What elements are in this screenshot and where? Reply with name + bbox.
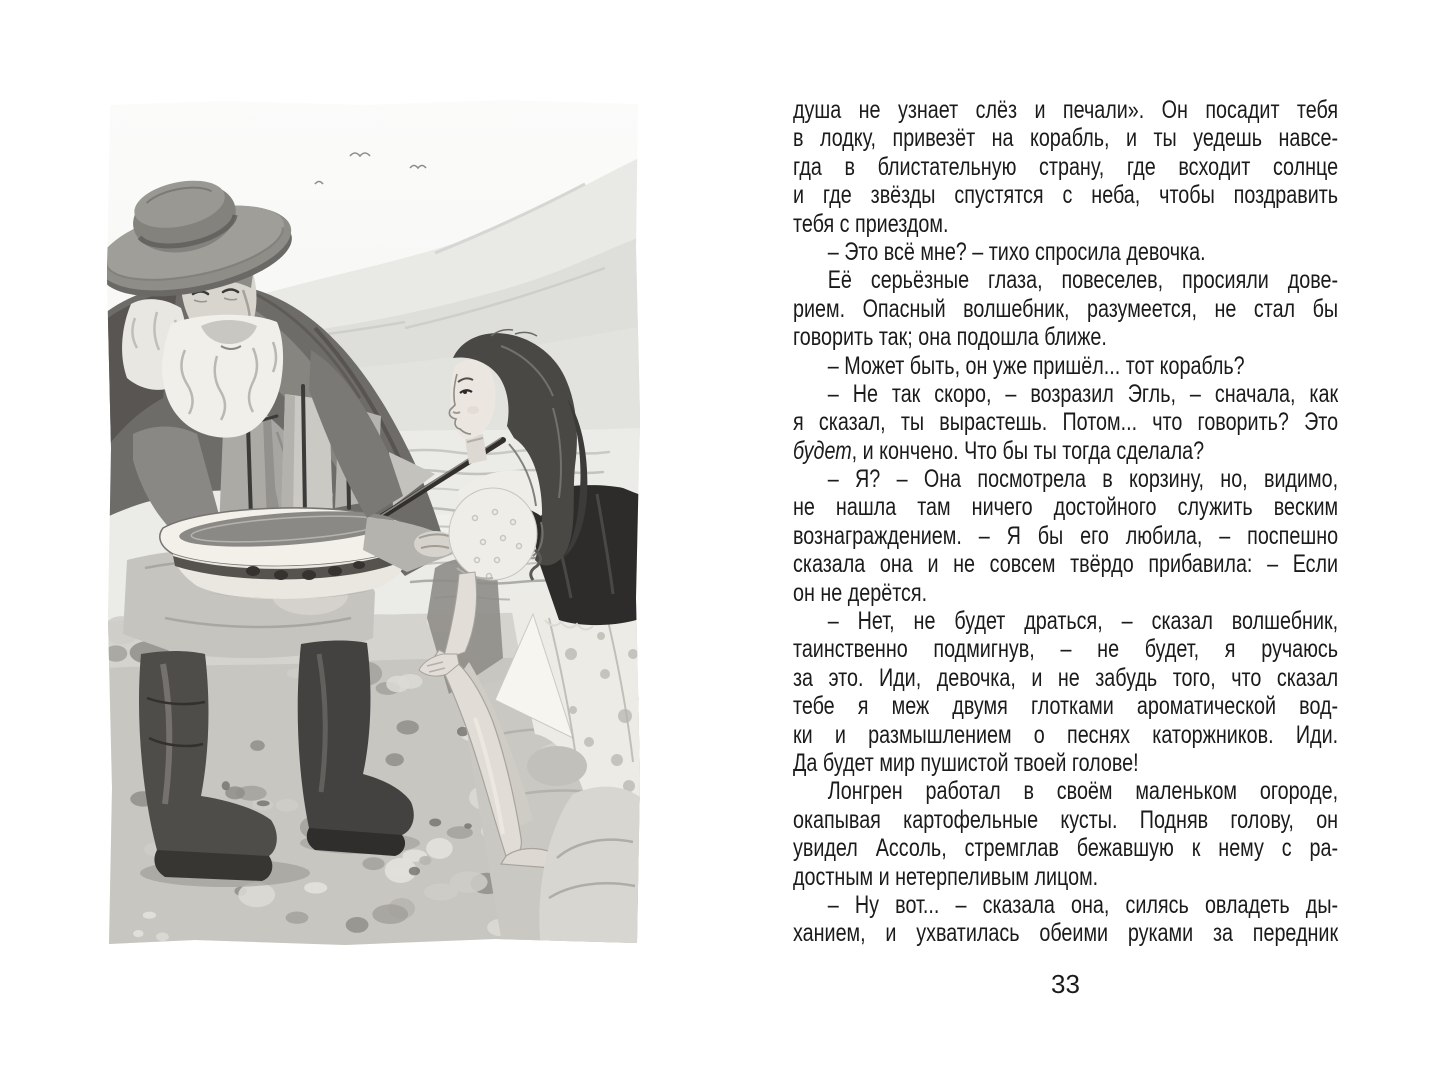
text-line: увидел Ассоль, стремглав бежавшую к нему с ра-	[793, 834, 1339, 863]
text-line: вознаграждением. – Я бы его любила, – поспешно	[793, 521, 1339, 550]
text-line: достным и нетерпеливым лицом.	[793, 862, 1099, 891]
text-line: и где звёзды спустятся с неба, чтобы поздравить	[793, 181, 1339, 210]
text-line: за это. Иди, девочка, и не забудь того, что сказал	[793, 663, 1339, 692]
text-line: Да будет мир пушистой твоей голове!	[793, 748, 1139, 777]
text-line: он не дерётся.	[793, 578, 928, 607]
text-line: – Это всё мне? – тихо спросила девочка.	[827, 237, 1206, 266]
text-line: рием. Опасный волшебник, разумеется, не стал бы	[793, 294, 1339, 323]
text-line: ханием, и ухватилась обеими руками за передник	[793, 919, 1339, 948]
text-line: – Нет, не будет драться, – сказал волшебник,	[827, 607, 1339, 636]
text-line: гда в блистательную страну, где всходит солнце	[793, 152, 1339, 181]
text-line: не нашла там ничего достойного служить веским	[793, 493, 1339, 522]
page-number: 33	[1051, 969, 1080, 999]
text-line: сказала она и не совсем твёрдо прибавила: – Если	[793, 550, 1339, 579]
text-line: будет, и кончено. Что бы ты тогда сделала?	[793, 436, 1205, 465]
text-line: тебя с приездом.	[793, 209, 949, 238]
text-line: говорить так; она подошла ближе.	[793, 323, 1107, 352]
text-line: – Не так скоро, – возразил Эгль, – сначала, как	[827, 379, 1339, 408]
text-line: душа не узнает слёз и печали». Он посадит тебя	[793, 96, 1339, 124]
text-line: тебе я меж двумя глотками ароматической вод-	[793, 692, 1339, 721]
text-line: окапывая картофельные кусты. Подняв голову, он	[793, 805, 1339, 834]
text-line: – Может быть, он уже пришёл... тот корабль?	[827, 351, 1245, 380]
text-line: Её серьёзные глаза, повеселев, просияли дове-	[827, 266, 1339, 295]
text-line: Лонгрен работал в своём маленьком огороде,	[827, 777, 1339, 806]
text-line: ки и размышлением о песнях каторжников. Иди.	[793, 720, 1339, 749]
text-column	[793, 96, 1338, 948]
book-illustration	[105, 98, 643, 948]
text-line: я сказал, ты вырастешь. Потом... что говорить? Это	[793, 408, 1339, 437]
text-line: – Ну вот... – сказала она, силясь овладеть ды-	[827, 890, 1339, 919]
text-line: таинственно подмигнув, – не будет, я ручаюсь	[793, 635, 1339, 664]
text-line: в лодку, привезёт на корабль, и ты уедешь навсе-	[793, 124, 1339, 153]
text-line: – Я? – Она посмотрела в корзину, но, видимо,	[827, 465, 1339, 494]
